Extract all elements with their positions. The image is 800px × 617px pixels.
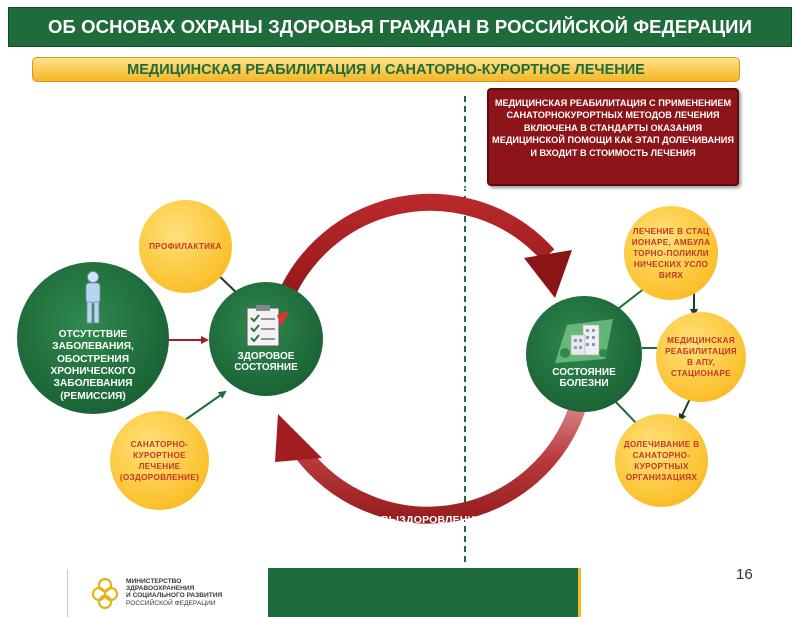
footer-green-band [268,568,580,617]
arc-label-disease: ЗАБОЛЕВАНИЕ [385,183,468,195]
slide-subtitle: МЕДИЦИНСКАЯ РЕАБИЛИТАЦИЯ И САНАТОРНО-КУРОРТНОЕ ЛЕЧЕНИЕ [32,57,740,82]
rehab-label: МЕДИЦИНСКАЯ РЕАБИЛИТАЦИЯ В АПУ, СТАЦИОНАРЕ [665,336,737,378]
bottom-arc-arrowhead [275,414,322,462]
top-arc [278,202,548,318]
healthy-state-circle [209,282,323,396]
sanatorium-health-circle [110,411,209,510]
prevention-label: ПРОФИЛАКТИКА [149,242,222,251]
sanatorium-to-healthy-connector [185,392,225,420]
top-arc-arrowhead [524,250,572,298]
clipboard-checklist-icon [241,305,291,347]
page-number: 16 [736,566,753,583]
disease-state-label: СОСТОЯНИЕ БОЛЕЗНИ [552,366,616,389]
rehab-circle [656,312,746,402]
footer-divider-left [67,570,68,617]
arc-label-recovery: ВЫЗДОРОВЛЕНИЕ [381,514,483,526]
sanatorium-health-label: САНАТОРНО-КУРОРТНОЕ ЛЕЧЕНИЕ (ОЗДОРОВЛЕНИЕ) [119,439,200,482]
bottom-arc [300,403,579,515]
rehab-standard-note: МЕДИЦИНСКАЯ РЕАБИЛИТАЦИЯ С ПРИМЕНЕНИЕМ САНАТОРНОКУРОРТНЫХ МЕТОДОВ ЛЕЧЕНИЯ ВКЛЮЧЕНА В СТАНДАРТЫ ОКАЗАНИЯ МЕДИЦИНСКОЙ ПОМОЩИ КАК ЭТАП ДОЛЕЧИВАНИЯ И ВХОДИТ В СТОИМОСТЬ ЛЕЧЕНИЯ [487,88,739,186]
treatment-label: ЛЕЧЕНИЕ В СТАЦИОНАРЕ, АМБУЛАТОРНО-ПОЛИКЛИНИЧЕСКИХ УСЛОВИЯХ [631,226,711,280]
aftercare-label: ДОЛЕЧИВАНИЕ В САНАТОРНО-КУРОРТНЫХ ОРГАНИЗАЦИЯХ [623,439,700,482]
slide-title: ОБ ОСНОВАХ ОХРАНЫ ЗДОРОВЬЯ ГРАЖДАН В РОССИЙСКОЙ ФЕДЕРАЦИИ [8,7,792,47]
remission-circle [17,262,169,414]
hospital-buildings-icon [555,319,613,363]
treatment-circle [624,206,718,300]
prevention-circle [139,200,232,293]
healthy-state-label: ЗДОРОВОЕ СОСТОЯНИЕ [234,350,298,373]
remission-label: ОТСУТСТВИЕ ЗАБОЛЕВАНИЯ, ОБОСТРЕНИЯ ХРОНИЧЕСКОГО ЗАБОЛЕВАНИЯ (РЕМИССИЯ) [50,328,136,402]
ministry-emblem-icon [89,576,121,612]
aftercare-circle [615,414,708,507]
footer-yellow-strip [578,568,581,617]
person-icon [81,271,105,325]
disease-state-circle [526,296,642,412]
ministry-logo-text: МИНИСТЕРСТВО ЗДРАВООХРАНЕНИЯ И СОЦИАЛЬНОГО РАЗВИТИЯ РОССИЙСКОЙ ФЕДЕРАЦИИ [126,578,223,607]
